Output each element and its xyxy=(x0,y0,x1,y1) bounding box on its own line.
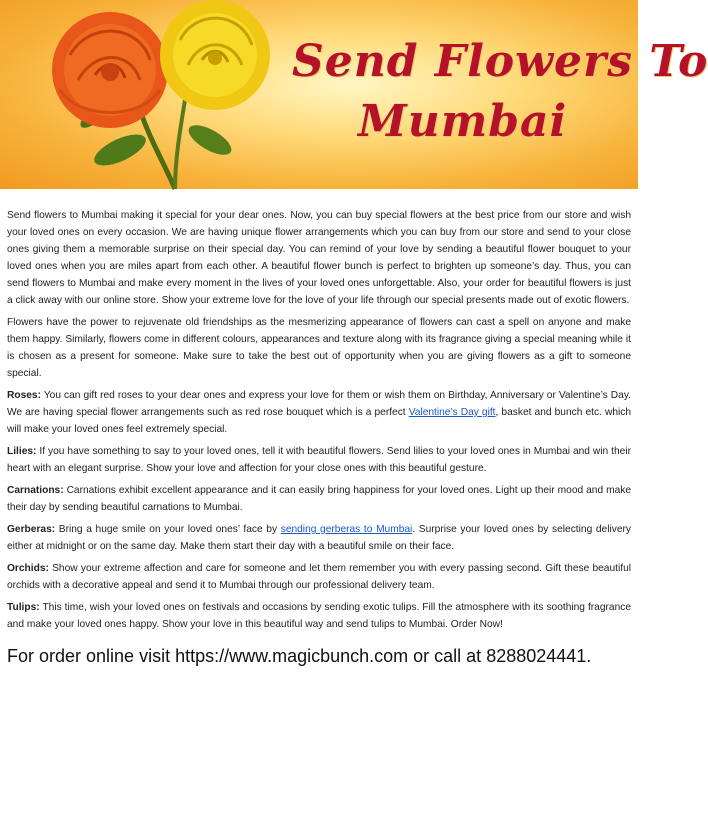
carnations-paragraph xyxy=(7,482,631,516)
valentines-gift-link[interactable]: Valentine’s Day gift xyxy=(408,407,496,418)
orchids-text: Show your extreme affection and care for someone and let them remember you with every passing second. Gift these beautiful orchids with a decorative appeal and send it to Mumbai through our professional delivery team. xyxy=(7,563,631,591)
roses-paragraph xyxy=(7,387,631,438)
roses-text: You can gift red roses to your dear ones and express your love for them or wish them on Birthday, Anniversary or Valentine’s Day. We are having special flower arrangements such as red rose bouquet which is a perfect xyxy=(7,390,631,418)
intro-paragraph-2: Flowers have the power to rejuvenate old friendships as the mesmerizing appearance of flowers can cast a spell on anyone and make them happy. Similarly, flowers come in different colours, appearances and texture along with its fragrance giving a special meaning while it is chosen as a present for someone. Make sure to take the best out of opportunity when you are giving flowers as a gift to someone special. xyxy=(7,317,631,379)
lilies-label: Lilies: xyxy=(7,446,37,457)
gerberas-text: Bring a huge smile on your loved ones’ face by xyxy=(55,524,281,535)
header-banner xyxy=(0,0,708,189)
tulips-label: Tulips: xyxy=(7,602,40,613)
orchids-label: Orchids: xyxy=(7,563,49,574)
carnations-text: Carnations exhibit excellent appearance and it can easily bring happiness for your loved ones. Light up their mood and make their day by sending beautiful carnations to Mumbai. xyxy=(7,485,631,513)
orchids-paragraph xyxy=(7,560,631,594)
gerberas-link[interactable]: sending gerberas to Mumbai xyxy=(280,524,413,535)
intro-paragraph: Send flowers to Mumbai making it special for your dear ones. Now, you can buy special flowers at the best price from our store and wish your loved ones on every occasion. We are having unique flower arrangements which you can buy from our store and send to your close ones giving them a memorable surprise on their special day. You can remind of your love by sending a beautiful flower bouquet to your loved ones when you are miles apart from each other. A beautiful flower bunch is perfect to brighten up someone’s day. Thus, you can send flowers to Mumbai and make every moment in the lives of your loved ones unforgettable. Also, your order for beautiful flowers is just a click away with our online store. Show your extreme love for the love of your life through our special presents made out of exotic flowers. xyxy=(7,210,631,306)
lilies-paragraph xyxy=(7,443,631,477)
gerberas-text-end: . Surprise your loved ones by selecting delivery either at midnight or on the same day. Make them start their day with a beautiful smile on their face. xyxy=(7,524,631,552)
article-body xyxy=(7,207,631,638)
gerberas-paragraph xyxy=(7,521,631,555)
roses-label: Roses: xyxy=(7,390,41,401)
tulips-paragraph xyxy=(7,599,631,633)
carnations-label: Carnations: xyxy=(7,485,64,496)
flower-image xyxy=(0,0,638,189)
tulips-text: This time, wish your loved ones on festivals and occasions by sending exotic tulips. Fill the atmosphere with its soothing fragrance and make your loved ones happy. Show your love in this beautiful way and send tulips to Mumbai. Order Now! xyxy=(7,602,631,630)
roses-text-end: , basket and bunch etc. which will make your loved ones feel extremely special. xyxy=(7,407,632,435)
page-title-line2: Mumbai xyxy=(358,96,568,147)
gerberas-label: Gerberas: xyxy=(7,524,56,535)
order-cta: For order online visit https://www.magicbunch.com or call at 8288024441. xyxy=(7,646,592,666)
lilies-text: If you have something to say to your loved ones, tell it with beautiful flowers. Send lilies to your loved ones in Mumbai and win their heart with an elegant surprise. Show your love and affection for your close ones with this beautiful gesture. xyxy=(7,446,631,474)
page-title-line1: Send Flowers To xyxy=(292,36,708,87)
